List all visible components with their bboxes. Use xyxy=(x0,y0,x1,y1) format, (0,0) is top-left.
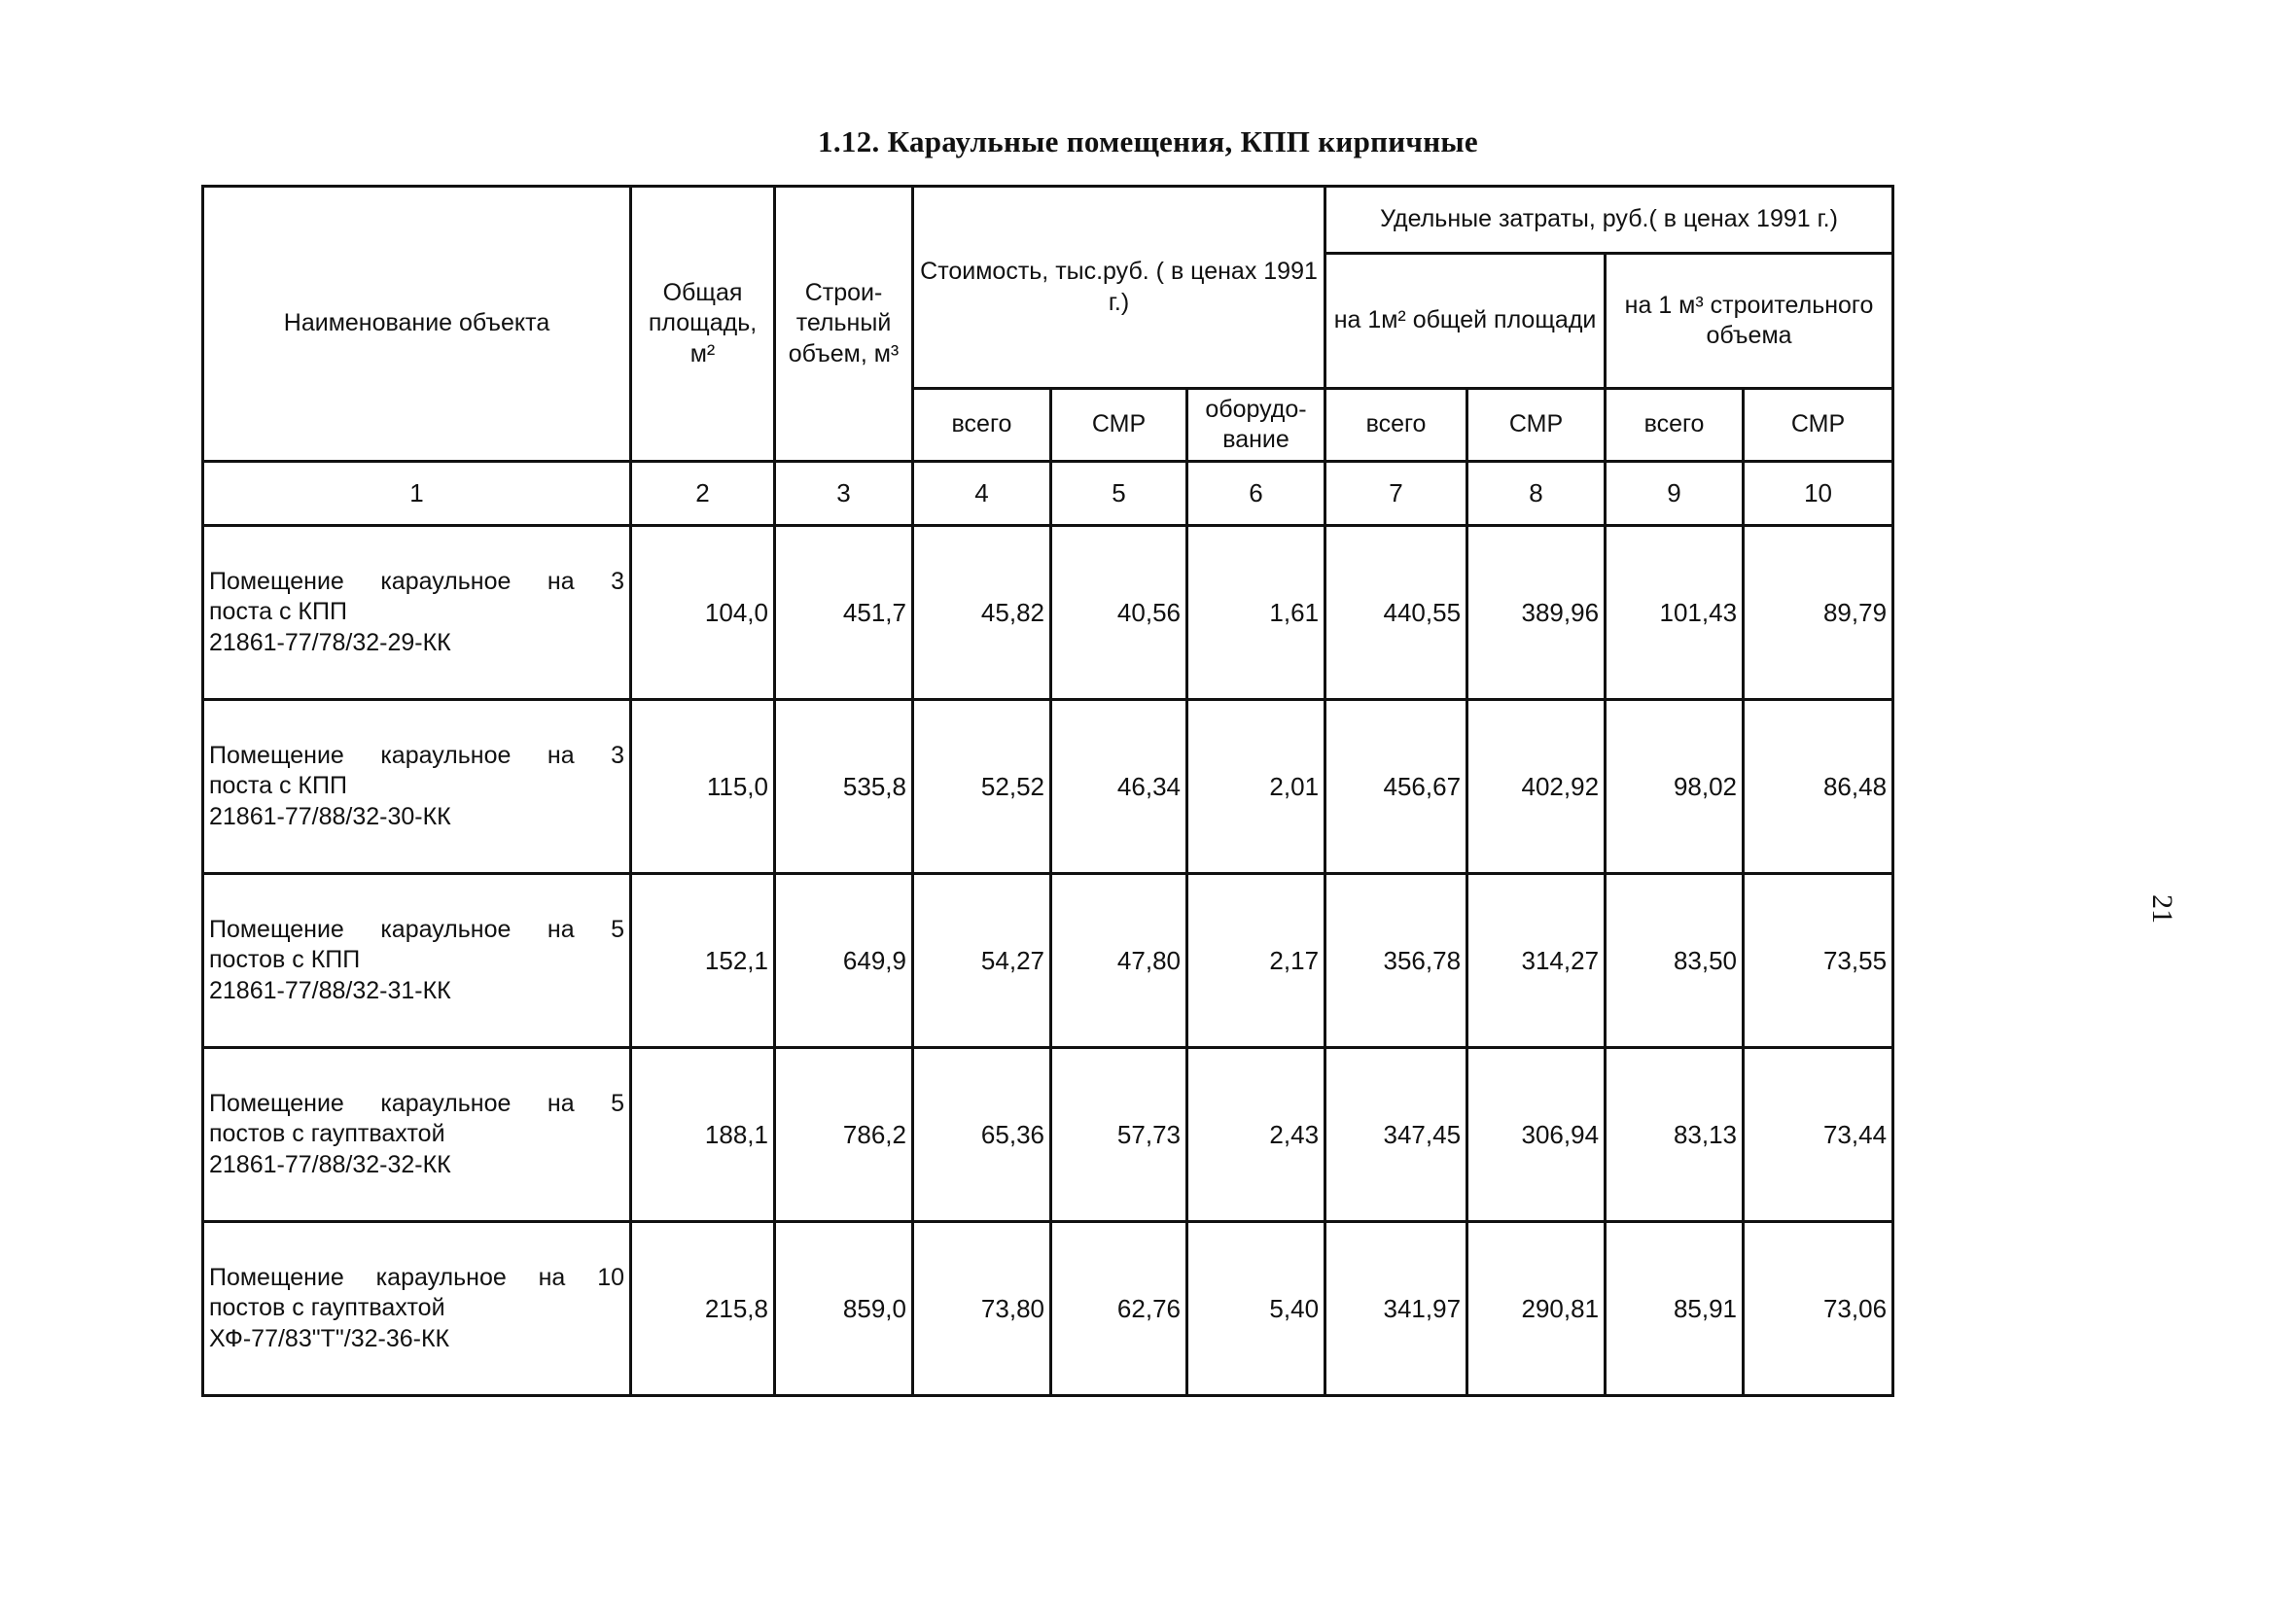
cost-total-value: 52,52 xyxy=(913,700,1051,874)
object-name-line: Помещение караульное на 3 xyxy=(209,568,624,596)
column-number: 3 xyxy=(775,462,913,526)
object-code: 21861-77/88/32-32-КК xyxy=(209,1150,451,1178)
object-name xyxy=(203,700,631,874)
object-name xyxy=(203,874,631,1048)
object-code: 21861-77/78/32-29-КК xyxy=(209,628,451,656)
cost-smr-value: 62,76 xyxy=(1051,1222,1187,1396)
cost-equipment-value: 2,17 xyxy=(1187,874,1325,1048)
cost-total-value: 65,36 xyxy=(913,1048,1051,1222)
column-number: 9 xyxy=(1606,462,1744,526)
column-number: 5 xyxy=(1051,462,1187,526)
object-name-line: Помещение караульное на 5 xyxy=(209,916,624,944)
m2-total-value: 440,55 xyxy=(1325,526,1467,700)
column-number: 4 xyxy=(913,462,1051,526)
m3-smr-value: 73,44 xyxy=(1744,1048,1893,1222)
volume-value: 535,8 xyxy=(775,700,913,874)
header-m3-smr: СМР xyxy=(1744,389,1893,462)
column-number-row xyxy=(203,462,1893,526)
object-name-line: поста с КПП xyxy=(209,598,347,626)
m2-total-value: 356,78 xyxy=(1325,874,1467,1048)
cost-smr-value: 57,73 xyxy=(1051,1048,1187,1222)
table-row xyxy=(203,700,1893,874)
header-cost-equipment: оборудо-вание xyxy=(1187,389,1325,462)
cost-equipment-value: 5,40 xyxy=(1187,1222,1325,1396)
area-value: 215,8 xyxy=(631,1222,775,1396)
table-row xyxy=(203,526,1893,700)
header-m2-total: всего xyxy=(1325,389,1467,462)
object-code: ХФ-77/83"Т"/32-36-КК xyxy=(209,1324,450,1352)
object-name xyxy=(203,1222,631,1396)
m2-smr-value: 389,96 xyxy=(1467,526,1606,700)
header-cost-total: всего xyxy=(913,389,1051,462)
cost-equipment-value: 1,61 xyxy=(1187,526,1325,700)
volume-value: 451,7 xyxy=(775,526,913,700)
m2-total-value: 456,67 xyxy=(1325,700,1467,874)
m2-smr-value: 402,92 xyxy=(1467,700,1606,874)
m2-smr-value: 306,94 xyxy=(1467,1048,1606,1222)
column-number: 8 xyxy=(1467,462,1606,526)
m3-total-value: 85,91 xyxy=(1606,1222,1744,1396)
column-number: 7 xyxy=(1325,462,1467,526)
cost-equipment-value: 2,01 xyxy=(1187,700,1325,874)
header-m3-total: всего xyxy=(1606,389,1744,462)
area-value: 152,1 xyxy=(631,874,775,1048)
m2-smr-value: 314,27 xyxy=(1467,874,1606,1048)
cost-smr-value: 46,34 xyxy=(1051,700,1187,874)
object-name-line: Помещение караульное на 3 xyxy=(209,742,624,770)
cost-table xyxy=(201,185,1894,1397)
header-m2-smr: СМР xyxy=(1467,389,1606,462)
object-code: 21861-77/88/32-30-КК xyxy=(209,802,451,830)
area-value: 104,0 xyxy=(631,526,775,700)
header-specific: Удельные затраты, руб.( в ценах 1991 г.) xyxy=(1325,187,1893,254)
column-number: 10 xyxy=(1744,462,1893,526)
m3-total-value: 83,50 xyxy=(1606,874,1744,1048)
m3-smr-value: 73,06 xyxy=(1744,1222,1893,1396)
object-name-line: постов с гауптвахтой xyxy=(209,1120,445,1148)
table-row xyxy=(203,1222,1893,1396)
table-row xyxy=(203,1048,1893,1222)
cost-total-value: 45,82 xyxy=(913,526,1051,700)
header-name: Наименование объекта xyxy=(203,187,631,462)
cost-smr-value: 40,56 xyxy=(1051,526,1187,700)
m3-smr-value: 86,48 xyxy=(1744,700,1893,874)
column-number: 2 xyxy=(631,462,775,526)
column-number: 1 xyxy=(203,462,631,526)
volume-value: 786,2 xyxy=(775,1048,913,1222)
m2-total-value: 347,45 xyxy=(1325,1048,1467,1222)
column-number: 6 xyxy=(1187,462,1325,526)
m3-total-value: 101,43 xyxy=(1606,526,1744,700)
header-per-m2: на 1м² общей площади xyxy=(1325,254,1606,389)
table-row xyxy=(203,874,1893,1048)
object-name xyxy=(203,526,631,700)
header-cost-smr: СМР xyxy=(1051,389,1187,462)
page-number: 21 xyxy=(2146,894,2178,924)
m3-total-value: 83,13 xyxy=(1606,1048,1744,1222)
object-name-line: постов с КПП xyxy=(209,946,361,974)
object-name-line: Помещение караульное на 10 xyxy=(209,1264,624,1292)
document-title: 1.12. Караульные помещения, КПП кирпичные xyxy=(818,124,1478,158)
m3-smr-value: 89,79 xyxy=(1744,526,1893,700)
object-name-line: Помещение караульное на 5 xyxy=(209,1090,624,1118)
object-name xyxy=(203,1048,631,1222)
object-name-line: постов с гауптвахтой xyxy=(209,1294,445,1322)
object-code: 21861-77/88/32-31-КК xyxy=(209,976,451,1004)
cost-equipment-value: 2,43 xyxy=(1187,1048,1325,1222)
cost-smr-value: 47,80 xyxy=(1051,874,1187,1048)
m2-total-value: 341,97 xyxy=(1325,1222,1467,1396)
object-name-line: поста с КПП xyxy=(209,772,347,800)
header-per-m3: на 1 м³ строительного объема xyxy=(1606,254,1893,389)
area-value: 188,1 xyxy=(631,1048,775,1222)
cost-total-value: 54,27 xyxy=(913,874,1051,1048)
header-area: Общая площадь, м² xyxy=(631,187,775,462)
m2-smr-value: 290,81 xyxy=(1467,1222,1606,1396)
header-cost: Стоимость, тыс.руб. ( в ценах 1991 г.) xyxy=(913,187,1325,389)
cost-total-value: 73,80 xyxy=(913,1222,1051,1396)
area-value: 115,0 xyxy=(631,700,775,874)
m3-total-value: 98,02 xyxy=(1606,700,1744,874)
volume-value: 649,9 xyxy=(775,874,913,1048)
m3-smr-value: 73,55 xyxy=(1744,874,1893,1048)
header-volume: Строи-тельный объем, м³ xyxy=(775,187,913,462)
volume-value: 859,0 xyxy=(775,1222,913,1396)
